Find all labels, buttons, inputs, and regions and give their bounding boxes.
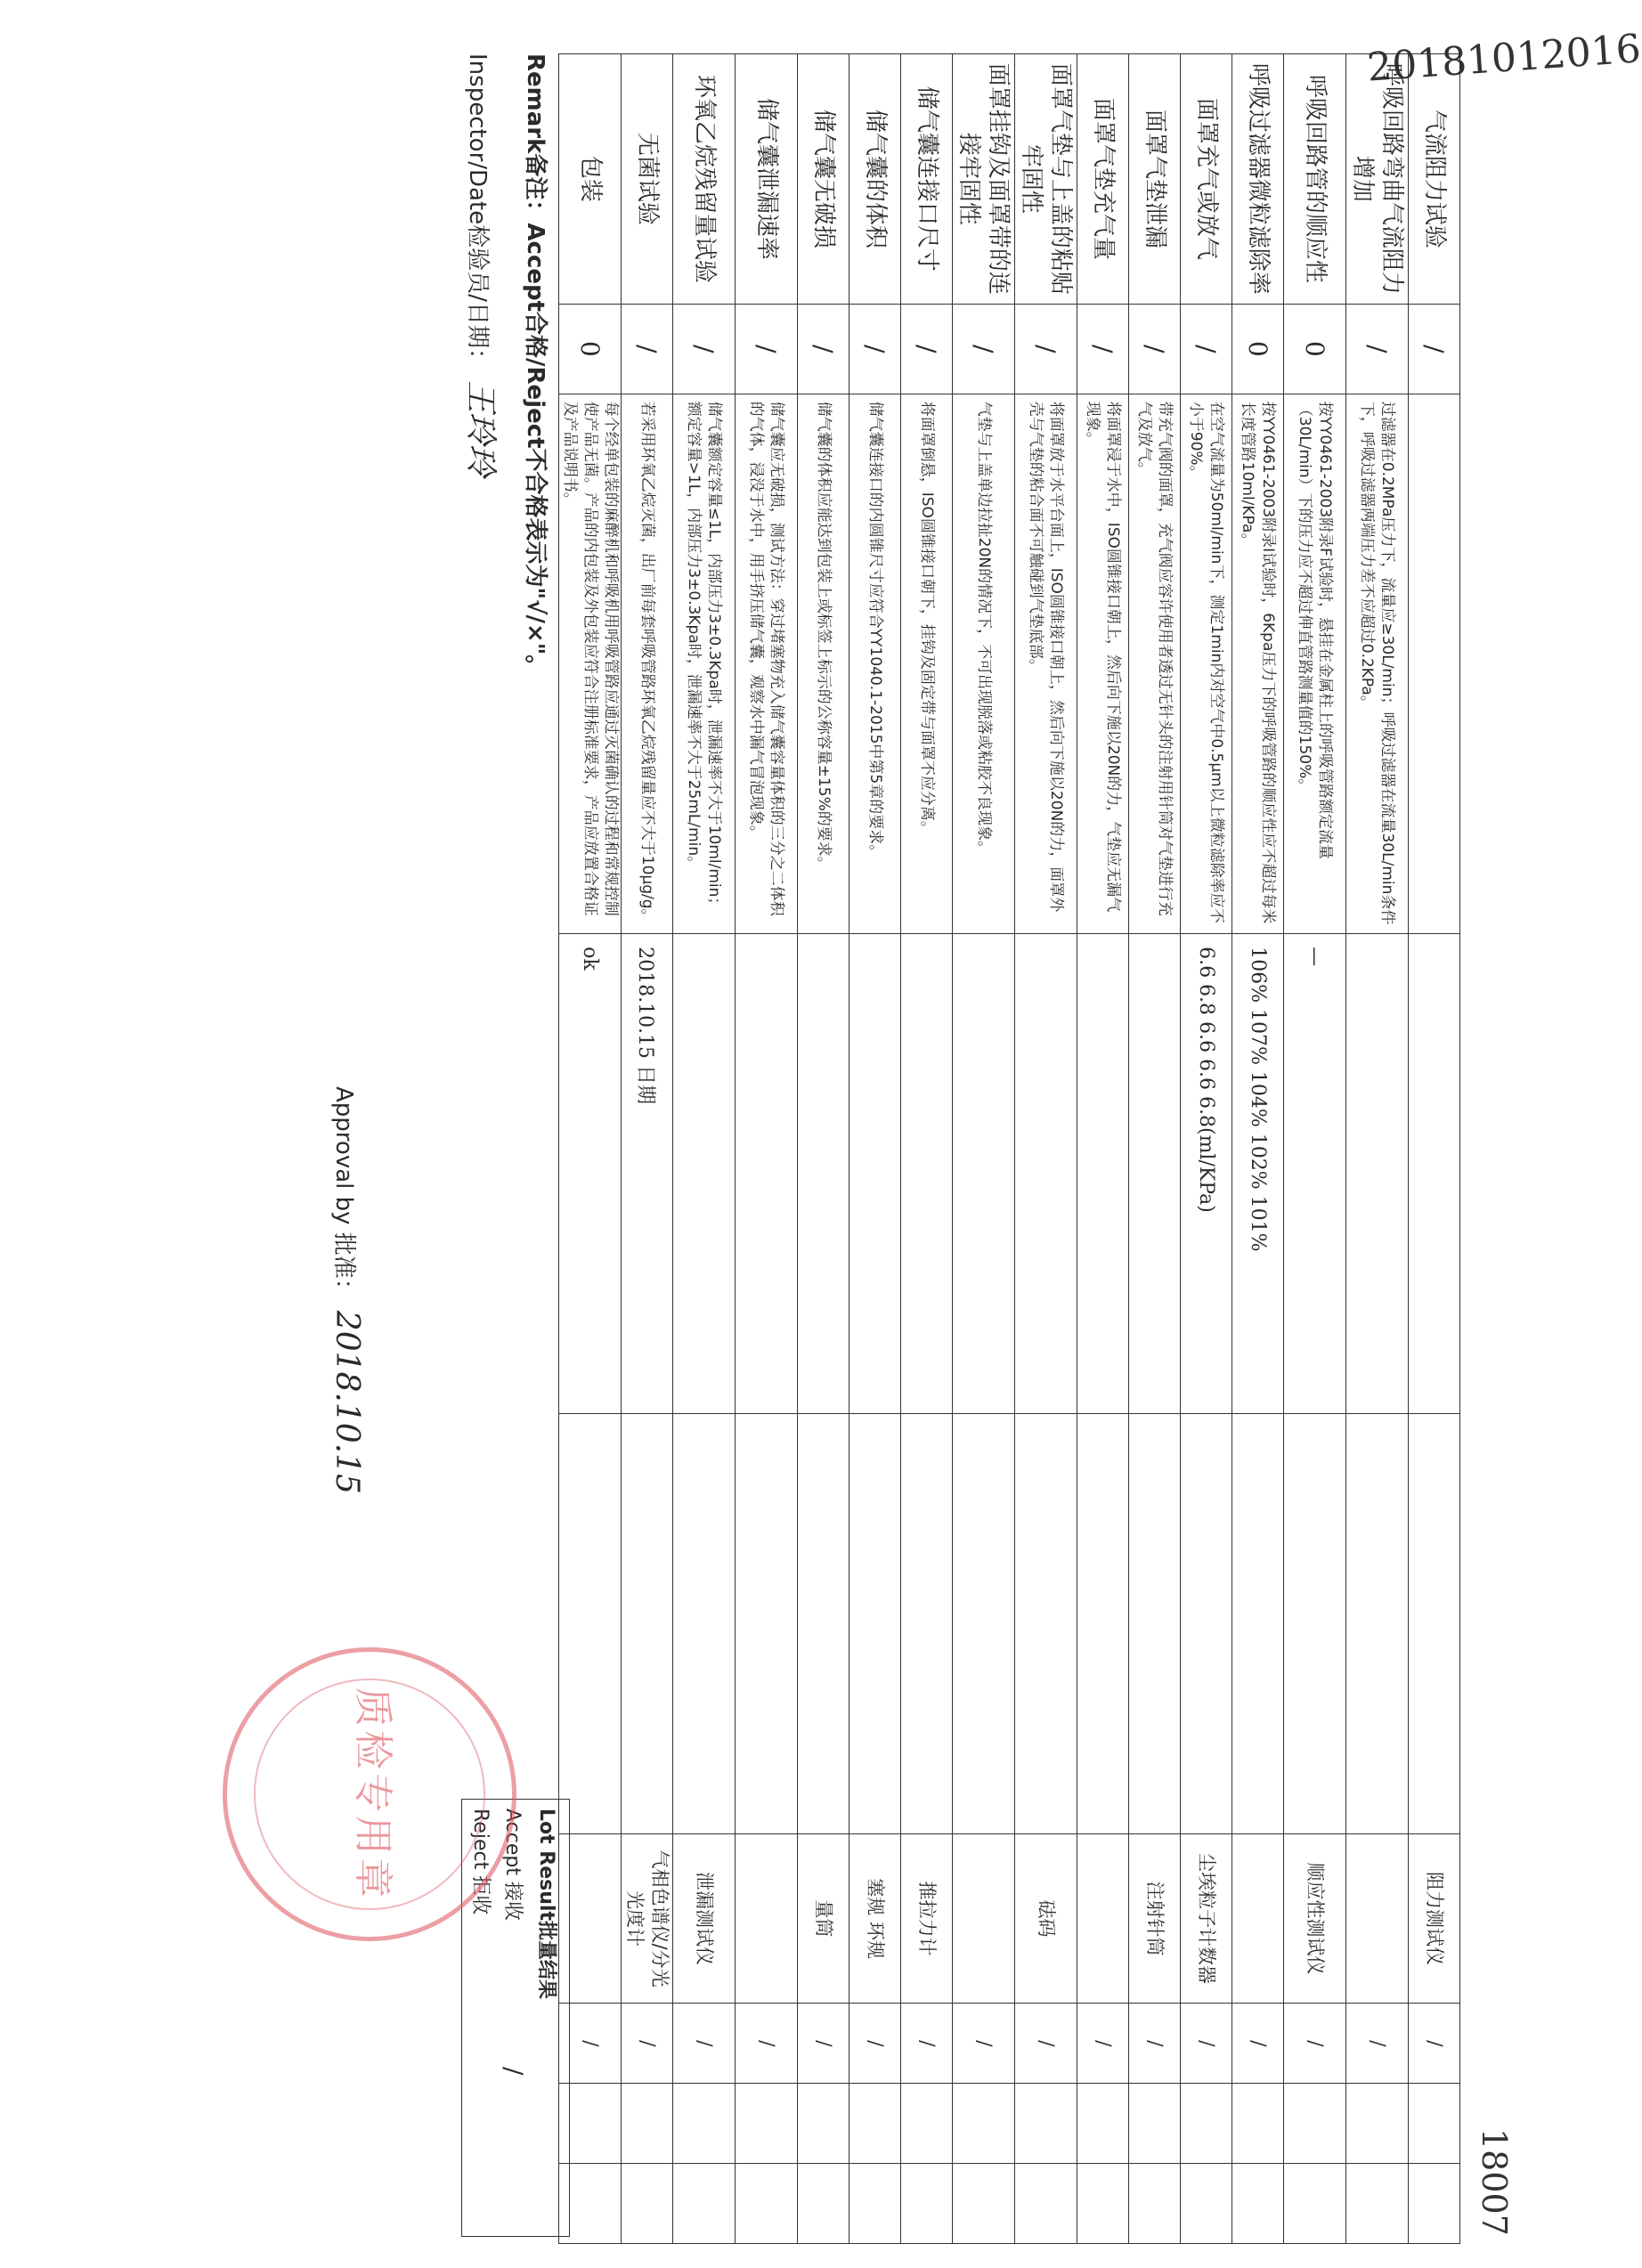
- row-result: [1129, 934, 1181, 1414]
- inspection-sheet: [178, 53, 1460, 2244]
- row-item: 面罩挂钩及面罩带的连接牢固性: [953, 54, 1015, 305]
- row-blank: [849, 2084, 901, 2164]
- row-requirement: 若采用环氧乙烷灭菌，出厂前每套呼吸管路环氧乙烷残留量应不大于10μg/g。: [622, 394, 673, 933]
- row-requirement: 按YY0461-2003附录F试验时，悬挂在金属柱上的呼吸管路额定流量（30L/min）下的压力应不超过伸直管路测量值的150%。: [1284, 394, 1346, 933]
- row-equipment: 阻力测试仪: [1409, 1833, 1460, 2004]
- row-requirement: 将面罩浸于水中，ISO圆锥接口朝上，然后向下施以20N的力，气垫应无漏气现象。: [1077, 394, 1129, 933]
- row-equipment: [736, 1833, 798, 2004]
- approval-label: Approval by 批准：: [330, 1086, 357, 1302]
- table-row: [1015, 54, 1077, 2244]
- row-blank: [901, 2084, 953, 2164]
- row-item: 面罩充气或放气: [1181, 54, 1232, 305]
- row-blank: [736, 2084, 798, 2164]
- row-mark: /: [1409, 304, 1460, 394]
- row-blank: [849, 1414, 901, 1834]
- row-equipment: 泄漏测试仪: [673, 1833, 736, 2004]
- row-equipment: [1346, 1833, 1409, 2004]
- row-result: ok: [559, 934, 622, 1414]
- row-blank: [1015, 2084, 1077, 2164]
- row-blank: [1346, 2084, 1409, 2164]
- row-lot-mark: /: [901, 2004, 953, 2084]
- row-item: 储气囊的体积: [849, 54, 901, 305]
- row-result: [953, 934, 1015, 1414]
- table-row: [622, 54, 673, 2244]
- row-result: 106% 107% 104% 102% 101%: [1232, 934, 1284, 1414]
- row-lot-mark: /: [953, 2004, 1015, 2084]
- quality-stamp: [223, 1647, 516, 1941]
- row-equipment: [953, 1833, 1015, 2004]
- row-lot-mark: /: [798, 2004, 849, 2084]
- row-result: [736, 934, 798, 1414]
- row-lot-mark: /: [1232, 2004, 1284, 2084]
- row-equipment: 顺应性测试仪: [1284, 1833, 1346, 2004]
- row-result: [1409, 934, 1460, 1414]
- row-result: 6.6 6.8 6.6 6.6 6.8(ml/KPa): [1181, 934, 1232, 1414]
- row-equipment: [1077, 1833, 1129, 2004]
- row-lot-mark: /: [559, 2004, 622, 2084]
- row-blank: [1129, 2084, 1181, 2164]
- row-blank: [1015, 1414, 1077, 1834]
- row-item: 呼吸回路弯曲气流阻力增加: [1346, 54, 1409, 305]
- lot-result-title: Lot Result批量结果: [535, 1809, 557, 1999]
- row-mark: /: [1015, 304, 1077, 394]
- approval-date: 2018.10.15: [329, 1310, 365, 1494]
- row-blank: [1077, 2084, 1129, 2164]
- table-row: [901, 54, 953, 2244]
- handwritten-side-number: 18007: [1475, 2128, 1514, 2236]
- row-blank: [1015, 2164, 1077, 2244]
- row-item: 储气囊无破损: [798, 54, 849, 305]
- row-item: 环氧乙烷残留量试验: [673, 54, 736, 305]
- row-blank: [559, 1414, 622, 1834]
- accept-mark: /: [499, 2067, 528, 2076]
- row-blank: [1232, 1414, 1284, 1834]
- row-mark: /: [1346, 304, 1409, 394]
- row-result: [901, 934, 953, 1414]
- row-requirement: 带充气阀的面罩，充气阀应容许使用者透过无针头的注射用针筒对气垫进行充气及放气。: [1129, 394, 1181, 933]
- row-requirement: 按YY0461-2003附录I试验时，6Kpa压力下的呼吸管路的顺应性应不超过每米长度管路10ml/KPa。: [1232, 394, 1284, 933]
- row-requirement: 过滤器在0.2MPa压力下，流量应≥30L/min；呼吸过滤器在流量30L/min条件下，呼吸过滤器两端压力差不应超过0.2KPa。: [1346, 394, 1409, 933]
- row-blank: [1284, 2164, 1346, 2244]
- inspector-line: [460, 53, 506, 476]
- row-result: —: [1284, 934, 1346, 1414]
- row-item: 包装: [559, 54, 622, 305]
- row-result: [798, 934, 849, 1414]
- row-equipment: [1232, 1833, 1284, 2004]
- row-blank: [953, 2084, 1015, 2164]
- table-row: [1409, 54, 1460, 2244]
- row-lot-mark: /: [736, 2004, 798, 2084]
- inspector-signature: 王玲玲: [462, 379, 499, 476]
- row-blank: [673, 2084, 736, 2164]
- row-requirement: 将面罩放于水平台面上，ISO圆锥接口朝上，然后向下施以20N的力，面罩外壳与气垫的粘合面不可触碰到气垫底部。: [1015, 394, 1077, 933]
- inspector-label: Inspector/Date检验员/日期：: [464, 53, 491, 371]
- inspection-table: [558, 53, 1460, 2244]
- row-blank: [1232, 2084, 1284, 2164]
- row-blank: [901, 1414, 953, 1834]
- row-mark: 0: [1232, 304, 1284, 394]
- row-blank: [1409, 1414, 1460, 1834]
- row-blank: [1409, 2164, 1460, 2244]
- row-lot-mark: /: [1181, 2004, 1232, 2084]
- row-mark: /: [736, 304, 798, 394]
- row-blank: [622, 1414, 673, 1834]
- row-lot-mark: /: [1129, 2004, 1181, 2084]
- row-blank: [798, 1414, 849, 1834]
- row-blank: [1129, 1414, 1181, 1834]
- row-blank: [1077, 1414, 1129, 1834]
- handwritten-lot-number: 20181012016: [1365, 26, 1642, 91]
- row-mark: /: [1077, 304, 1129, 394]
- table-row: [1232, 54, 1284, 2244]
- row-item: 无菌试验: [622, 54, 673, 305]
- row-lot-mark: /: [1077, 2004, 1129, 2084]
- row-equipment: 气相色谱仪/分光光度计: [622, 1833, 673, 2004]
- row-equipment: 尘埃粒子计数器: [1181, 1833, 1232, 2004]
- row-blank: [673, 2164, 736, 2244]
- row-blank: [798, 2164, 849, 2244]
- row-blank: [849, 2164, 901, 2244]
- row-blank: [1346, 2164, 1409, 2244]
- row-mark: /: [1181, 304, 1232, 394]
- row-mark: /: [1129, 304, 1181, 394]
- row-result: [1077, 934, 1129, 1414]
- table-row: [736, 54, 798, 2244]
- row-lot-mark: /: [1015, 2004, 1077, 2084]
- row-blank: [1077, 2164, 1129, 2244]
- row-requirement: 储气囊的体积应能达到包装上或标签上标示的公称容量±15%的要求。: [798, 394, 849, 933]
- row-blank: [1232, 2164, 1284, 2244]
- row-blank: [622, 2164, 673, 2244]
- row-equipment: 塞规 环规: [849, 1833, 901, 2004]
- row-result: [1015, 934, 1077, 1414]
- row-mark: 0: [1284, 304, 1346, 394]
- row-blank: [1181, 1414, 1232, 1834]
- table-row: [1129, 54, 1181, 2244]
- row-mark: /: [953, 304, 1015, 394]
- row-blank: [798, 2084, 849, 2164]
- row-equipment: 量筒: [798, 1833, 849, 2004]
- row-item: 储气囊泄漏速率: [736, 54, 798, 305]
- row-blank: [953, 1414, 1015, 1834]
- row-item: 面罩气垫充气量: [1077, 54, 1129, 305]
- table-row: [1284, 54, 1346, 2244]
- row-equipment: 推拉力计: [901, 1833, 953, 2004]
- row-blank: [1181, 2084, 1232, 2164]
- row-lot-mark: /: [1409, 2004, 1460, 2084]
- row-result: [849, 934, 901, 1414]
- row-requirement: [1409, 394, 1460, 933]
- table-row: [953, 54, 1015, 2244]
- row-blank: [901, 2164, 953, 2244]
- row-lot-mark: /: [1346, 2004, 1409, 2084]
- row-item: 面罩气垫泄漏: [1129, 54, 1181, 305]
- row-lot-mark: /: [673, 2004, 736, 2084]
- row-blank: [736, 2164, 798, 2244]
- row-mark: /: [622, 304, 673, 394]
- row-blank: [673, 1414, 736, 1834]
- row-requirement: 在空气流量为50ml/min下，测定1min内对空气中0.5μm以上微粒滤除率应不小于90%。: [1181, 394, 1232, 933]
- row-blank: [1181, 2164, 1232, 2244]
- row-blank: [1409, 2084, 1460, 2164]
- row-requirement: 储气囊连接口的内圆锥尺寸应符合YY1040.1-2015中第5章的要求。: [849, 394, 901, 933]
- row-blank: [736, 1414, 798, 1834]
- table-row: [673, 54, 736, 2244]
- stamp-text: 质检专用章: [350, 1687, 395, 1901]
- row-requirement: 气垫与上盖单边拉扯20N的情况下，不可出现脱落或粘胶不良现象。: [953, 394, 1015, 933]
- row-requirement: 每个经单包装的麻醉机和呼吸机用呼吸管路应通过灭菌确认的过程和常规控制使产品无菌。产品的内包装及外包装应符合注册标准要求，产品应放置合格证及产品说明书。: [559, 394, 622, 933]
- reject-label: Reject 拒收: [469, 1809, 492, 1915]
- table-row: [1346, 54, 1409, 2244]
- table-row: [1077, 54, 1129, 2244]
- table-row: [798, 54, 849, 2244]
- row-mark: /: [901, 304, 953, 394]
- row-mark: /: [798, 304, 849, 394]
- row-result: [1346, 934, 1409, 1414]
- remark-note: Remark备注：Accept合格/Reject不合格表示为"√/×"。: [522, 53, 549, 679]
- table-row: [1181, 54, 1232, 2244]
- row-blank: [1284, 2084, 1346, 2164]
- row-mark: /: [849, 304, 901, 394]
- row-item: 呼吸回路管的顺应性: [1284, 54, 1346, 305]
- row-blank: [953, 2164, 1015, 2244]
- row-requirement: 储气囊额定容量≤1L，内部压力3±0.3Kpa时，泄漏速率不大于10ml/min；额定容量>1L，内部压力3±0.3Kpa时，泄漏速率不大于25mL/min。: [673, 394, 736, 933]
- row-item: 面罩气垫与上盖的粘贴牢固性: [1015, 54, 1077, 305]
- approval-line: [329, 1086, 365, 1494]
- row-result: 2018.10.15 日期: [622, 934, 673, 1414]
- row-blank: [1129, 2164, 1181, 2244]
- row-requirement: 储气囊应无破损，测试方法：穿过堵塞物充入储气囊容量体积的三分之二体积的气体，浸没于水中，用手挤压储气囊，观察水中漏气冒泡现象。: [736, 394, 798, 933]
- row-blank: [1284, 1414, 1346, 1834]
- table-row: [849, 54, 901, 2244]
- row-lot-mark: /: [1284, 2004, 1346, 2084]
- row-mark: 0: [559, 304, 622, 394]
- row-equipment: 砝码: [1015, 1833, 1077, 2004]
- accept-label: Accept 接收: [501, 1809, 524, 1921]
- row-item: 呼吸过滤器微粒滤除率: [1232, 54, 1284, 305]
- row-item: 储气囊连接口尺寸: [901, 54, 953, 305]
- row-result: [673, 934, 736, 1414]
- row-lot-mark: /: [622, 2004, 673, 2084]
- row-blank: [1346, 1414, 1409, 1834]
- row-requirement: 将面罩倒悬，ISO圆锥接口朝下，挂钩及固定带与面罩不应分离。: [901, 394, 953, 933]
- row-equipment: 注射针筒: [1129, 1833, 1181, 2004]
- row-lot-mark: /: [849, 2004, 901, 2084]
- row-mark: /: [673, 304, 736, 394]
- row-item: 气流阻力试验: [1409, 54, 1460, 305]
- row-blank: [622, 2084, 673, 2164]
